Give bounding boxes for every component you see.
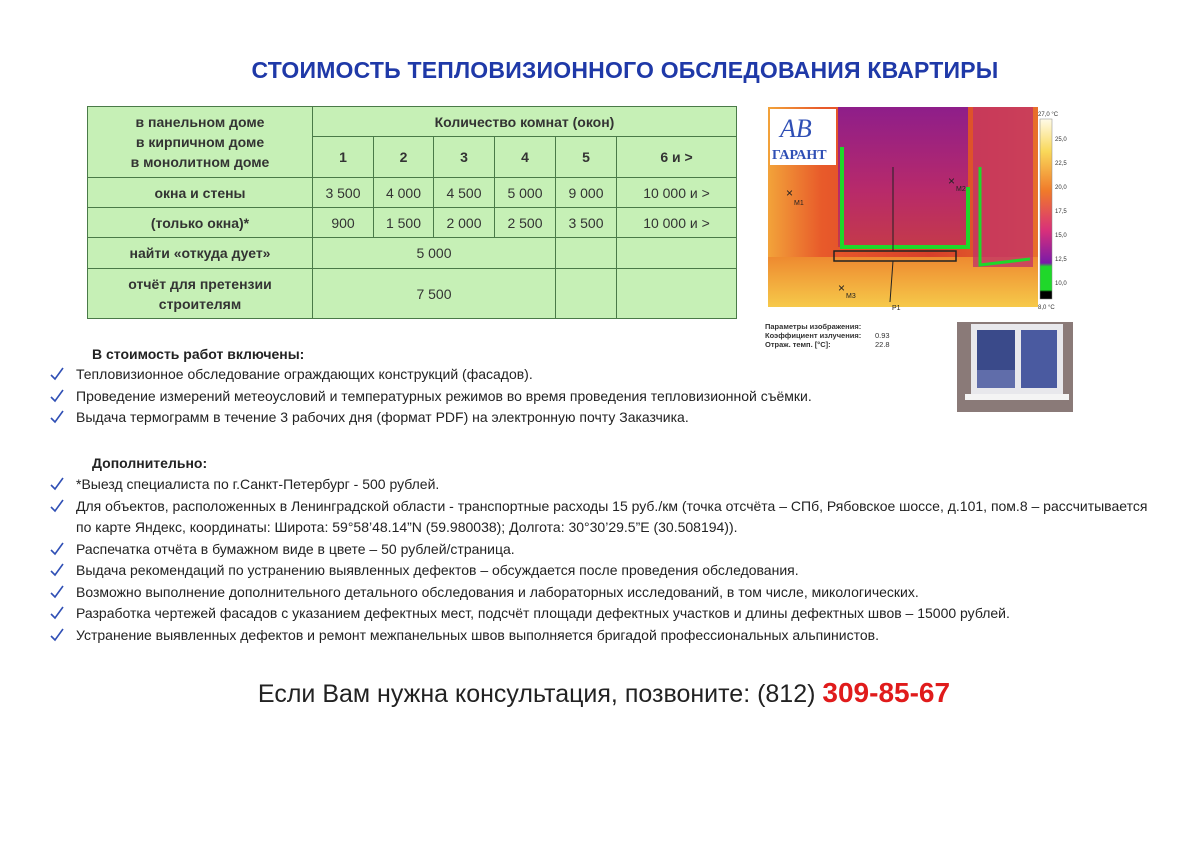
row-label: окна и стены — [88, 178, 313, 208]
column-header: 4 — [495, 137, 556, 178]
list-item — [50, 625, 1165, 647]
list-item-text: Выдача рекомендаций по устранению выявленных дефектов – обсуждается после проведения обследования. — [76, 562, 799, 578]
column-header: 2 — [374, 137, 434, 178]
column-header: 1 — [313, 137, 374, 178]
page-title: СТОИМОСТЬ ТЕПЛОВИЗИОННОГО ОБСЛЕДОВАНИЯ КВАРТИРЫ — [251, 57, 999, 83]
list-item — [50, 364, 1165, 386]
price-cell: 1 500 — [374, 208, 434, 238]
scale-max: 27,0 °C — [1038, 112, 1059, 118]
row-label-line: отчёт для претензии — [128, 275, 272, 292]
price-cell: 900 — [313, 208, 374, 238]
emissivity-value: 0.93 — [875, 331, 890, 340]
column-header: 3 — [434, 137, 495, 178]
check-icon — [50, 499, 64, 513]
refl-temp-value: 22.8 — [875, 340, 890, 349]
list-item — [50, 407, 1165, 429]
price-table — [87, 106, 737, 319]
table-row — [88, 178, 737, 208]
phone-number[interactable]: 309-85-67 — [822, 677, 951, 708]
column-header: 6 и > — [617, 137, 737, 178]
params-title: Параметры изображения: — [765, 322, 862, 331]
price-cell: 3 500 — [556, 208, 617, 238]
consultation-cta — [0, 677, 1200, 709]
marker-m3: M3 — [846, 293, 856, 300]
list-item-text: *Выезд специалиста по г.Санкт-Петербург - 500 рублей. — [76, 476, 440, 492]
temperature-scale — [1040, 119, 1052, 299]
rooms-group-header: Количество комнат (окон) — [313, 107, 737, 137]
additional-heading: Дополнительно: — [92, 455, 208, 471]
scale-tick: 12,5 — [1055, 257, 1067, 263]
check-icon — [50, 389, 64, 403]
list-item — [50, 474, 1165, 496]
additional-list — [50, 474, 1165, 646]
check-icon — [50, 410, 64, 424]
list-item-text: Возможно выполнение дополнительного детального обследования и лабораторных исследований, в том числе, микологических. — [76, 583, 919, 600]
scale-tick: 17,5 — [1055, 209, 1067, 215]
cta-text: Если Вам нужна консультация, позвоните: (812) — [257, 680, 816, 708]
list-item — [50, 539, 1165, 561]
price-cell: 4 000 — [374, 178, 434, 208]
row-label — [88, 269, 313, 319]
included-list — [50, 364, 1165, 429]
marker-m2-cross: × — [948, 174, 956, 188]
scale-tick: 20,0 — [1055, 185, 1067, 191]
table-corner-cell — [88, 107, 313, 178]
marker-m1-cross: × — [786, 186, 794, 200]
refl-temp-label: Отраж. темп. [°C]: — [765, 340, 831, 349]
list-item-text: Проведение измерений метеоусловий и температурных режимов во время проведения тепловизионной съёмки. — [76, 387, 812, 404]
check-icon — [50, 367, 64, 381]
corner-line: в кирпичном доме — [135, 134, 265, 150]
price-cell: 5 000 — [495, 178, 556, 208]
price-cell: 2 500 — [495, 208, 556, 238]
table-row — [88, 208, 737, 238]
list-item-text: Разработка чертежей фасадов с указанием дефектных мест, подсчёт площади дефектных участков и длины дефектных швов – 15000 рублей. — [76, 605, 1010, 621]
price-cell: 9 000 — [556, 178, 617, 208]
list-item — [50, 496, 1165, 539]
included-heading: В стоимость работ включены: — [92, 346, 305, 362]
emissivity-label: Коэффициент излучения: — [765, 331, 862, 340]
list-item — [50, 582, 1165, 604]
empty-cell — [556, 238, 617, 269]
check-icon — [50, 563, 64, 577]
empty-cell — [617, 269, 737, 319]
list-item — [50, 603, 1165, 625]
check-icon — [50, 585, 64, 599]
scale-min: 8,0 °C — [1038, 305, 1055, 311]
empty-cell — [617, 238, 737, 269]
marker-m3-cross: × — [838, 281, 846, 295]
scale-tick: 22,5 — [1055, 161, 1067, 167]
check-icon — [50, 477, 64, 491]
marker-m1: M1 — [794, 200, 804, 207]
price-cell-merged: 7 500 — [313, 269, 556, 319]
list-item-text: Распечатка отчёта в бумажном виде в цвете – 50 рублей/страница. — [76, 540, 515, 557]
check-icon — [50, 606, 64, 620]
window-area-right — [973, 107, 1033, 267]
logo-top: АВ — [780, 114, 812, 143]
list-item-text: Выдача термограмм в течение 3 рабочих дня (формат PDF) на электронную почту Заказчика. — [76, 409, 689, 425]
list-item-text: Для объектов, расположенных в Ленинградской области - транспортные расходы 15 руб./км (точка отсчёта – СПб, Рябовское шоссе, д.101, пом.8 – рассчитывается по карте Яндекс, координаты: Широта: 59°58’48.14”N (59.980038); Долгота: 30°30’29.5”E (30.508194)). — [76, 497, 1148, 535]
price-cell: 2 000 — [434, 208, 495, 238]
thermogram-image — [768, 107, 1073, 315]
price-cell: 4 500 — [434, 178, 495, 208]
price-cell: 3 500 — [313, 178, 374, 208]
list-item-text: Устранение выявленных дефектов и ремонт межпанельных швов выполняется бригадой профессиональных альпинистов. — [76, 626, 879, 643]
column-header: 5 — [556, 137, 617, 178]
list-item — [50, 560, 1165, 582]
corner-line: в монолитном доме — [130, 154, 270, 170]
price-cell-merged: 5 000 — [313, 238, 556, 269]
scale-tick: 15,0 — [1055, 233, 1067, 239]
check-icon — [50, 628, 64, 642]
row-label: найти «откуда дует» — [88, 238, 313, 269]
price-cell: 10 000 и > — [617, 178, 737, 208]
corner-line: в панельном доме — [135, 114, 265, 130]
price-cell: 10 000 и > — [617, 208, 737, 238]
scale-tick: 25,0 — [1055, 137, 1067, 143]
row-label: (только окна)* — [88, 208, 313, 238]
list-item — [50, 386, 1165, 408]
table-row — [88, 269, 737, 319]
logo-bottom: ГАРАНТ — [772, 148, 827, 163]
row-label-line: строителям — [158, 295, 242, 312]
table-row — [88, 238, 737, 269]
empty-cell — [556, 269, 617, 319]
marker-m2: M2 — [956, 186, 966, 193]
marker-p1: P1 — [892, 305, 901, 312]
list-item-text: Тепловизионное обследование ограждающих конструкций (фасадов). — [76, 366, 533, 382]
check-icon — [50, 542, 64, 556]
scale-tick: 10,0 — [1055, 281, 1067, 287]
image-params — [765, 322, 890, 349]
